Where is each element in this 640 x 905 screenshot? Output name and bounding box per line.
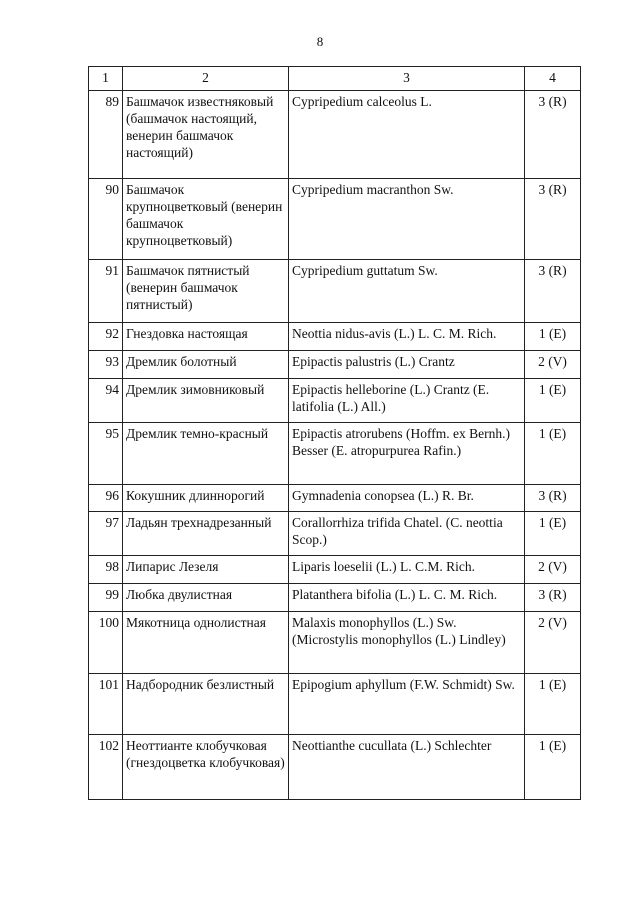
russian-name: Дремлик зимовниковый [123, 379, 289, 423]
table-row [89, 379, 581, 423]
column-header: 3 [289, 67, 525, 91]
russian-name: Любка двулистная [123, 584, 289, 612]
category: 1 (E) [525, 379, 581, 423]
row-number: 97 [89, 512, 123, 556]
row-number: 94 [89, 379, 123, 423]
latin-name: Corallorrhiza trifida Chatel. (C. neottia Scop.) [289, 512, 525, 556]
table-row [89, 423, 581, 485]
row-number: 95 [89, 423, 123, 485]
table-row [89, 260, 581, 323]
category: 1 (E) [525, 735, 581, 800]
header-row [89, 67, 581, 91]
row-number: 96 [89, 485, 123, 512]
category: 1 (E) [525, 423, 581, 485]
table-row [89, 556, 581, 584]
row-number: 101 [89, 674, 123, 735]
latin-name: Cypripedium macranthon Sw. [289, 179, 525, 260]
table-row [89, 179, 581, 260]
latin-name: Epipactis atrorubens (Hoffm. ex Bernh.) Besser (E. atropurpurea Rafin.) [289, 423, 525, 485]
russian-name: Дремлик болотный [123, 351, 289, 379]
russian-name: Башмачок пятнистый (венерин башмачок пятнистый) [123, 260, 289, 323]
russian-name: Башмачок крупноцветковый (венерин башмачок крупноцветковый) [123, 179, 289, 260]
category: 3 (R) [525, 260, 581, 323]
table-row [89, 485, 581, 512]
row-number: 102 [89, 735, 123, 800]
category: 3 (R) [525, 584, 581, 612]
page-number: 8 [316, 34, 324, 49]
latin-name: Cypripedium calceolus L. [289, 91, 525, 179]
russian-name: Башмачок известняковый (башмачок настоящий, венерин башмачок настоящий) [123, 91, 289, 179]
latin-name: Cypripedium guttatum Sw. [289, 260, 525, 323]
category: 2 (V) [525, 612, 581, 674]
table-row [89, 351, 581, 379]
latin-name: Gymnadenia conopsea (L.) R. Br. [289, 485, 525, 512]
latin-name: Epipactis palustris (L.) Crantz [289, 351, 525, 379]
category: 1 (E) [525, 674, 581, 735]
latin-name: Platanthera bifolia (L.) L. C. M. Rich. [289, 584, 525, 612]
latin-name: Neottia nidus-avis (L.) L. C. M. Rich. [289, 323, 525, 351]
russian-name: Дремлик темно-красный [123, 423, 289, 485]
row-number: 93 [89, 351, 123, 379]
category: 3 (R) [525, 485, 581, 512]
category: 3 (R) [525, 179, 581, 260]
russian-name: Неоттианте клобучковая (гнездоцветка клобучковая) [123, 735, 289, 800]
table-row [89, 91, 581, 179]
russian-name: Мякотница однолистная [123, 612, 289, 674]
russian-name: Надбородник безлистный [123, 674, 289, 735]
russian-name: Гнездовка настоящая [123, 323, 289, 351]
latin-name: Neottianthe cucullata (L.) Schlechter [289, 735, 525, 800]
row-number: 92 [89, 323, 123, 351]
category: 1 (E) [525, 323, 581, 351]
table-row [89, 584, 581, 612]
row-number: 99 [89, 584, 123, 612]
table-row [89, 735, 581, 800]
row-number: 90 [89, 179, 123, 260]
latin-name: Epipogium aphyllum (F.W. Schmidt) Sw. [289, 674, 525, 735]
category: 3 (R) [525, 91, 581, 179]
column-header: 4 [525, 67, 581, 91]
table-row [89, 674, 581, 735]
column-header: 1 [89, 67, 123, 91]
column-header: 2 [123, 67, 289, 91]
row-number: 98 [89, 556, 123, 584]
table-row [89, 612, 581, 674]
row-number: 89 [89, 91, 123, 179]
category: 2 (V) [525, 556, 581, 584]
category: 2 (V) [525, 351, 581, 379]
russian-name: Липарис Лезеля [123, 556, 289, 584]
row-number: 100 [89, 612, 123, 674]
latin-name: Epipactis helleborine (L.) Crantz (E. latifolia (L.) All.) [289, 379, 525, 423]
row-number: 91 [89, 260, 123, 323]
latin-name: Liparis loeselii (L.) L. C.M. Rich. [289, 556, 525, 584]
russian-name: Кокушник длиннорогий [123, 485, 289, 512]
russian-name: Ладьян трехнадрезанный [123, 512, 289, 556]
category: 1 (E) [525, 512, 581, 556]
species-table [88, 66, 581, 800]
table-row [89, 323, 581, 351]
latin-name: Malaxis monophyllos (L.) Sw. (Microstylis monophyllos (L.) Lindley) [289, 612, 525, 674]
table-row [89, 512, 581, 556]
